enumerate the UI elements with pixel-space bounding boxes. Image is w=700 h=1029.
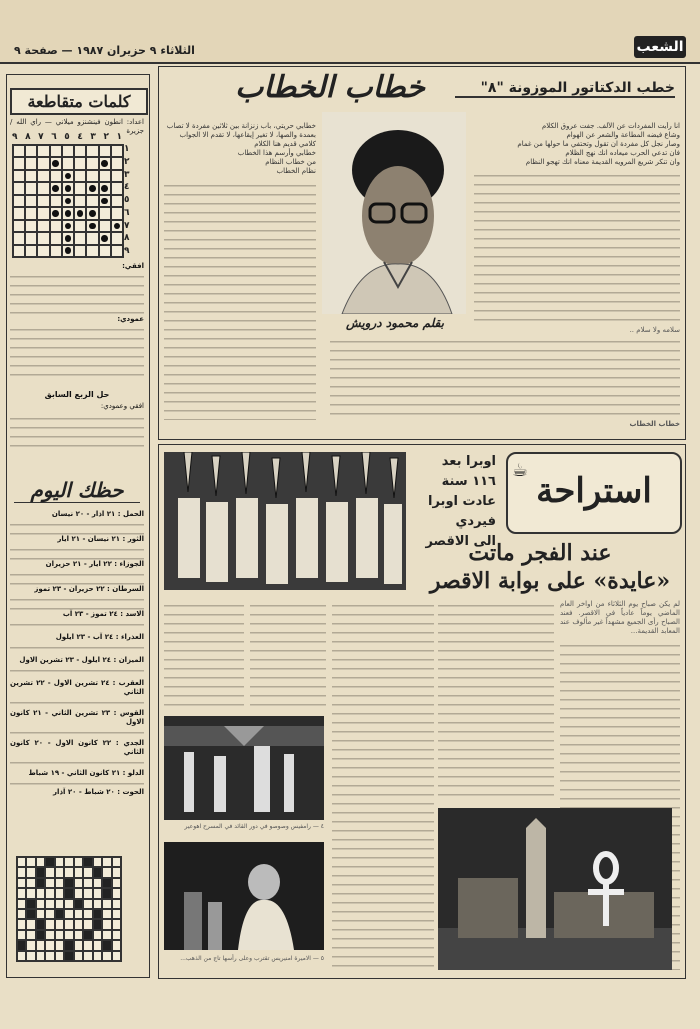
mini-crossword-cell [17,940,26,950]
crossword-cell[interactable] [13,170,25,182]
crossword-cell[interactable] [74,245,86,257]
sign-leo: الاسد : ٢٤ تموز - ٢٣ آب [62,610,144,618]
crossword-grid[interactable] [12,144,124,258]
crossword-cell[interactable] [37,245,49,257]
crossword-cell[interactable] [37,232,49,244]
crossword-cell[interactable] [37,157,49,169]
mini-crossword-cell[interactable] [83,919,92,929]
mini-crossword-cell[interactable] [45,888,54,898]
crossword-cell [111,220,123,232]
crossword-cell[interactable] [37,182,49,194]
mini-crossword-cell[interactable] [64,899,73,909]
crossword-title: كلمات متقاطعة [10,88,148,115]
crossword-cell[interactable] [99,145,111,157]
mini-crossword-cell [64,888,73,898]
crossword-cell[interactable] [86,232,98,244]
luxor-temple-photo [438,808,672,970]
poetry-line: من خطاب النظام [265,158,316,166]
crossword-cell[interactable] [50,245,62,257]
newspaper-logo: الشعب [634,36,686,58]
crossword-cell [62,170,74,182]
mini-crossword-cell[interactable] [83,909,92,919]
sign-aries: الحمل : ٢١ آذار - ٢٠ نيسان [51,510,144,518]
sign-virgo: العذراء : ٢٤ آب - ٢٣ ايلول [55,633,144,641]
mini-crossword-cell[interactable] [55,899,64,909]
crossword-cell[interactable] [86,170,98,182]
sign-libra: الميزان : ٢٤ ايلول - ٢٣ تشرين الاول [19,656,144,664]
mini-crossword-cell[interactable] [83,899,92,909]
mini-crossword-cell[interactable] [93,857,102,867]
poetry-line: نظام الخطاب [276,167,316,175]
crossword-cell[interactable] [74,195,86,207]
crossword-cell [62,182,74,194]
mini-crossword-cell [36,919,45,929]
crossword-cell[interactable] [13,195,25,207]
crossword-solution-text [10,413,144,447]
crossword-cell [62,245,74,257]
crossword-setter: اعداد: انطون فينشنزو ميلاني — راي الله / جزيرة [10,118,144,135]
crossword-cell[interactable] [74,145,86,157]
crossword-cell[interactable] [86,195,98,207]
crossword-cell[interactable] [111,170,123,182]
feature-col-3 [332,600,434,970]
poetry-headline: خطب الدكتاتور الموزونة "٨" [455,80,675,98]
caption-stage-photo-1: ٤ — رامفيس وصوصو في دور القائد في المسرح اهوعير [184,823,324,830]
mini-crossword-grid[interactable] [16,856,122,962]
mini-crossword-cell [36,930,45,940]
mini-crossword-cell[interactable] [112,919,121,929]
mini-crossword-cell[interactable] [74,909,83,919]
crossword-cell[interactable] [50,145,62,157]
mini-crossword-cell[interactable] [112,930,121,940]
mini-crossword-cell[interactable] [74,930,83,940]
crossword-cell[interactable] [37,207,49,219]
mini-crossword-cell[interactable] [45,878,54,888]
mini-crossword-cell[interactable] [102,909,111,919]
opera-soldiers-photo [164,452,406,590]
mini-crossword-cell[interactable] [64,919,73,929]
mini-crossword-cell[interactable] [112,867,121,877]
mini-crossword-cell[interactable] [83,951,92,961]
crossword-cell[interactable] [25,245,37,257]
crossword-cell[interactable] [111,182,123,194]
mini-crossword-cell[interactable] [102,899,111,909]
mini-crossword-cell[interactable] [83,867,92,877]
mini-crossword-cell[interactable] [83,878,92,888]
mini-crossword-cell[interactable] [102,951,111,961]
mini-crossword-cell[interactable] [102,857,111,867]
crossword-cell [50,157,62,169]
mini-crossword-cell[interactable] [17,878,26,888]
crossword-cell[interactable] [25,157,37,169]
crossword-cell[interactable] [111,195,123,207]
crossword-cell[interactable] [13,182,25,194]
crossword-cell [62,207,74,219]
mini-crossword-cell[interactable] [55,878,64,888]
poetry-closing: سلامه ولا سلام .. [629,326,680,334]
mini-crossword-cell[interactable] [36,951,45,961]
dateline: الثلاثاء ٩ حزيران ١٩٨٧ — صفحة ٩ [14,44,195,57]
sign-sagittarius: القوس : ٢٣ تشرين الثاني - ٢١ كانون الاول [10,709,144,726]
sign-gemini: الجوزاء : ٢٢ ايار - ٢١ حزيران [45,560,144,568]
mini-crossword-cell[interactable] [26,951,35,961]
crossword-cell[interactable] [111,245,123,257]
poetry-line: كلامي قديم هنا الكلام [254,140,316,148]
crossword-cell[interactable] [86,145,98,157]
mini-crossword-cell[interactable] [112,878,121,888]
mini-crossword-cell[interactable] [55,888,64,898]
stage-photo-2 [164,842,324,950]
mini-crossword-cell[interactable] [26,857,35,867]
mini-crossword-cell[interactable] [74,857,83,867]
mini-crossword-cell [64,878,73,888]
stage-photo-1 [164,716,324,820]
crossword-cell[interactable] [74,182,86,194]
sign-scorpio: العقرب : ٢٤ تشرين الاول - ٢٢ تشرين الثاني [10,679,144,696]
poetry-line: بعمدة والصها، لا تغير إيقاعها، لا تقدم الا الجواب [179,131,316,139]
crossword-cell[interactable] [86,157,98,169]
mini-crossword-cell[interactable] [83,940,92,950]
crossword-cell[interactable] [111,232,123,244]
horizontal-clues-title: افقي: [122,262,144,270]
poetry-column-left [164,122,316,428]
crossword-cell [86,182,98,194]
mini-crossword-cell[interactable] [55,867,64,877]
mini-crossword-cell[interactable] [45,951,54,961]
poetry-intro [474,122,680,322]
mini-crossword-cell[interactable] [93,940,102,950]
crossword-cell[interactable] [25,195,37,207]
mini-crossword-cell[interactable] [17,888,26,898]
mini-crossword-cell[interactable] [36,857,45,867]
crossword-cell[interactable] [50,195,62,207]
mini-crossword-cell[interactable] [55,951,64,961]
crossword-cell[interactable] [25,145,37,157]
mini-crossword-cell [83,857,92,867]
mini-crossword-cell[interactable] [64,909,73,919]
crossword-cell [62,195,74,207]
mini-crossword-cell[interactable] [93,930,102,940]
mini-crossword-cell[interactable] [74,878,83,888]
crossword-solution-title: حل الربع السابق [44,390,110,399]
mini-crossword-cell[interactable] [45,909,54,919]
mini-crossword-cell [64,940,73,950]
crossword-cell[interactable] [25,170,37,182]
mini-crossword-cell[interactable] [102,930,111,940]
author-portrait [322,112,466,314]
feature-teaser: اوبرا بعد ١١٦ سنة عادت اوبرا فيردي الى الاقصر [425,454,496,549]
mini-crossword-cell[interactable] [26,930,35,940]
mini-crossword-cell[interactable] [36,899,45,909]
mini-crossword-cell[interactable] [102,919,111,929]
poetry-sign: خطاب الخطاب [629,420,680,428]
crossword-cell[interactable] [74,232,86,244]
mini-crossword-cell[interactable] [112,857,121,867]
crossword-cell[interactable] [50,220,62,232]
mini-crossword-cell[interactable] [93,951,102,961]
mini-crossword-cell [83,930,92,940]
mini-crossword-cell [102,940,111,950]
mini-crossword-cell[interactable] [17,899,26,909]
crossword-cell[interactable] [25,207,37,219]
section-istiraha: استراحة [506,452,682,534]
feature-col-5 [164,600,244,710]
mini-crossword-cell[interactable] [64,867,73,877]
crossword-row-numbers: ١ ٢ ٣ ٤ ٥ ٦ ٧ ٨ ٩ [124,144,130,256]
mini-crossword-cell[interactable] [26,867,35,877]
mini-crossword-cell[interactable] [74,919,83,929]
poetry-line: وصار نجل كل مفردة ان تقول وتحتفي ما حولها من غمام [517,140,680,148]
mini-crossword-cell[interactable] [74,867,83,877]
mini-crossword-cell[interactable] [26,940,35,950]
poetry-line: خطابي حريتي، باب زنزانة بين ثلاثين مفردة لا تصاب [166,122,316,130]
feature-headline-1: عند الفجر ماتت [468,540,612,566]
mini-crossword-cell[interactable] [36,888,45,898]
mini-crossword-cell[interactable] [64,857,73,867]
mini-crossword-cell[interactable] [17,919,26,929]
poetry-section-title: خطاب الخطاب [235,70,425,105]
crossword-cell[interactable] [62,157,74,169]
mini-crossword-cell[interactable] [36,909,45,919]
crossword-cell[interactable] [13,145,25,157]
mini-crossword-cell[interactable] [45,867,54,877]
caption-stage-photo-2: ٥ — الاميرة امنيريس تقترب وعلى رأسها تاج من الذهب... [180,955,324,962]
crossword-cell[interactable] [50,232,62,244]
crossword-cell[interactable] [62,145,74,157]
crossword-cell[interactable] [74,170,86,182]
sign-taurus: الثور : ٢١ نيسان - ٢١ ايار [57,535,144,543]
mini-crossword-cell[interactable] [26,888,35,898]
mini-crossword-cell[interactable] [17,857,26,867]
mini-crossword-cell [55,909,64,919]
mini-crossword-cell[interactable] [55,930,64,940]
horoscope-title: حظك اليوم [14,478,140,503]
mini-crossword-cell[interactable] [45,930,54,940]
mini-crossword-cell [45,857,54,867]
crossword-cell [99,157,111,169]
mini-crossword-cell [26,899,35,909]
mini-crossword-cell [36,867,45,877]
crossword-cell [50,182,62,194]
mini-crossword-cell [93,919,102,929]
mini-crossword-cell[interactable] [64,930,73,940]
mini-crossword-cell [64,951,73,961]
crossword-cell [62,220,74,232]
crossword-cell [99,182,111,194]
mini-crossword-cell[interactable] [112,888,121,898]
crossword-cell [74,207,86,219]
mini-crossword-cell [93,867,102,877]
crossword-cell[interactable] [37,145,49,157]
crossword-cell[interactable] [50,170,62,182]
poetry-body-bottom [330,336,680,416]
mini-crossword-cell[interactable] [26,878,35,888]
crossword-cell [62,232,74,244]
vertical-clues-title: عمودي: [117,315,144,323]
poetry-line: وشاع فيضه المطاعة والشعر عن الهوام [566,131,680,139]
mini-crossword-cell [74,899,83,909]
mini-crossword-cell[interactable] [45,940,54,950]
crossword-clues [10,262,144,386]
mini-crossword-cell [93,909,102,919]
mini-crossword-cell [102,888,111,898]
poetry-line: وان تنكر شريع المرويه القديمة معناه انك تهجو النظام [525,158,680,166]
poetry-line: فان تدعي الحرب ميعاده انك نهج الظلام [565,149,680,157]
poetry-line: خطابي وأرسم هذا الخطاب [237,149,316,157]
mini-crossword-cell[interactable] [17,930,26,940]
sign-pisces: الحوت : ٢٠ شباط - ٢٠ آذار [53,788,144,796]
crossword-cell [50,207,62,219]
mini-crossword-cell[interactable] [45,899,54,909]
crossword-cell[interactable] [99,170,111,182]
mini-crossword-cell[interactable] [93,899,102,909]
feature-headline-2: «عايدة» على بوابة الاقصر [429,568,671,594]
mini-crossword-cell[interactable] [74,951,83,961]
crossword-cell[interactable] [99,220,111,232]
sign-cancer: السرطان : ٢٢ حزيران - ٢٣ تموز [34,585,144,593]
crossword-cell[interactable] [37,170,49,182]
mini-crossword-cell[interactable] [45,919,54,929]
mini-crossword-cell[interactable] [55,919,64,929]
crossword-col-numbers: ١ ٢ ٣ ٤ ٥ ٦ ٧ ٨ ٩ [12,132,122,142]
crossword-cell [99,232,111,244]
crossword-cell[interactable] [13,220,25,232]
mini-crossword-cell[interactable] [55,940,64,950]
mini-crossword-cell [26,909,35,919]
mini-crossword-cell[interactable] [36,940,45,950]
mini-crossword-cell[interactable] [112,899,121,909]
mini-crossword-cell[interactable] [17,909,26,919]
crossword-cell[interactable] [99,207,111,219]
crossword-cell [86,207,98,219]
crossword-cell[interactable] [25,220,37,232]
mini-crossword-cell[interactable] [83,888,92,898]
author-byline: بقلم محمود درويش [346,316,444,330]
mini-crossword-cell [102,878,111,888]
mini-crossword-cell[interactable] [55,857,64,867]
crossword-cell[interactable] [13,157,25,169]
crossword-cell[interactable] [13,207,25,219]
mini-crossword-cell[interactable] [112,940,121,950]
mini-crossword-cell[interactable] [74,940,83,950]
mini-crossword-cell[interactable] [112,951,121,961]
mini-crossword-cell[interactable] [74,888,83,898]
sign-aquarius: الدلو : ٢١ كانون الثاني - ١٩ شباط [28,769,144,777]
crossword-cell[interactable] [86,245,98,257]
mini-crossword-cell[interactable] [93,888,102,898]
sign-capricorn: الجدي : ٢٢ كانون الاول - ٢٠ كانون الثاني [10,739,144,756]
mini-crossword-cell[interactable] [17,867,26,877]
crossword-cell [99,195,111,207]
crossword-cell [86,220,98,232]
horoscope-list [10,510,144,840]
feature-intro: لم يكن صباح يوم الثلاثاء من اواخر العام الماضي يوماً عادياً في الاقصر. فعند الصباح رأى الجميع مشهداً غير مألوف عند المعابد القديمة... [560,600,680,635]
crossword-solution-label: افقي وعمودي: [100,402,144,410]
crossword-cell[interactable] [111,157,123,169]
crossword-cell[interactable] [111,207,123,219]
mini-crossword-cell[interactable] [112,909,121,919]
crossword-cell[interactable] [74,220,86,232]
crossword-cell[interactable] [74,157,86,169]
crossword-cell[interactable] [25,232,37,244]
coffee-cup-icon: ☕ [512,460,529,481]
mini-crossword-cell[interactable] [17,951,26,961]
feature-col-2 [438,600,554,800]
mini-crossword-cell[interactable] [26,919,35,929]
crossword-cell[interactable] [13,245,25,257]
crossword-cell[interactable] [99,245,111,257]
crossword-cell[interactable] [13,232,25,244]
crossword-cell[interactable] [37,220,49,232]
feature-col-4 [250,600,326,710]
crossword-cell[interactable] [111,145,123,157]
poetry-line: انا رأيت المفردات عن الألف. جفت عروق الكلام [541,122,680,130]
mini-crossword-cell[interactable] [102,867,111,877]
mini-crossword-cell[interactable] [93,878,102,888]
mini-crossword-cell [36,878,45,888]
crossword-cell[interactable] [25,182,37,194]
crossword-cell[interactable] [37,195,49,207]
